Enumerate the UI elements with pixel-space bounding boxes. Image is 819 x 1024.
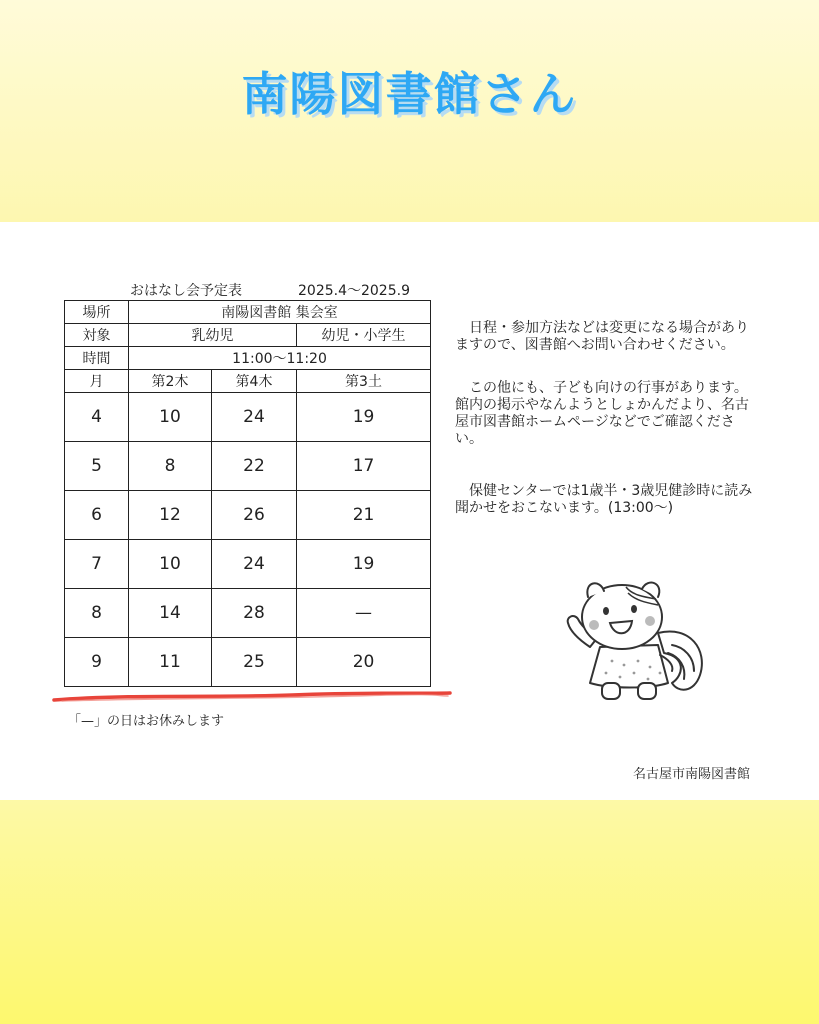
month-cell: 7	[65, 540, 129, 589]
date-cell: 21	[297, 491, 431, 540]
date-cell: 19	[297, 540, 431, 589]
target-label: 対象	[65, 324, 129, 347]
table-row	[65, 491, 431, 540]
place-row	[65, 301, 431, 324]
date-cell: 24	[212, 540, 297, 589]
info-paragraph-change: 日程・参加方法などは変更になる場合がありますので、図書館へお問い合わせください。	[455, 320, 749, 353]
target-infant: 乳幼児	[129, 324, 297, 347]
table-row	[65, 540, 431, 589]
closed-day-note: 「—」の日はお休みします	[68, 714, 225, 729]
schedule-heading: おはなし会予定表	[130, 283, 242, 299]
date-cell: 25	[212, 638, 297, 687]
date-cell: 8	[129, 442, 212, 491]
month-cell: 4	[65, 393, 129, 442]
col-2nd-thursday: 第2木	[129, 370, 212, 393]
col-3rd-saturday: 第3土	[297, 370, 431, 393]
date-cell: 17	[297, 442, 431, 491]
col-4th-thursday: 第4木	[212, 370, 297, 393]
date-cell: 24	[212, 393, 297, 442]
date-cell: 10	[129, 540, 212, 589]
col-month: 月	[65, 370, 129, 393]
date-cell: 19	[297, 393, 431, 442]
place-value: 南陽図書館 集会室	[129, 301, 431, 324]
place-label: 場所	[65, 301, 129, 324]
info-paragraph-health-center: 保健センターでは1歳半・3歳児健診時に読み聞かせをおこないます。(13:00～)	[455, 483, 753, 516]
table-row	[65, 589, 431, 638]
table-row	[65, 442, 431, 491]
schedule-date-range: 2025.4～2025.9	[298, 283, 410, 299]
month-cell: 8	[65, 589, 129, 638]
date-cell: 20	[297, 638, 431, 687]
date-cell: 14	[129, 589, 212, 638]
page-title: 南陽図書館さん	[241, 67, 578, 121]
time-value: 11:00～11:20	[129, 347, 431, 370]
date-cell: —	[297, 589, 431, 638]
table-row	[65, 393, 431, 442]
date-cell: 22	[212, 442, 297, 491]
date-cell: 11	[129, 638, 212, 687]
table-row	[65, 638, 431, 687]
schedule-table	[64, 300, 431, 687]
date-cell: 12	[129, 491, 212, 540]
time-row	[65, 347, 431, 370]
bottom-banner	[0, 800, 819, 1024]
date-cell: 28	[212, 589, 297, 638]
target-child: 幼児・小学生	[297, 324, 431, 347]
library-signature: 名古屋市南陽図書館	[633, 767, 751, 782]
month-cell: 9	[65, 638, 129, 687]
squirrel-mascot-icon	[560, 575, 710, 705]
month-cell: 6	[65, 491, 129, 540]
red-underline	[52, 688, 452, 706]
info-paragraph-events: この他にも、子ども向けの行事があります。館内の掲示やなんようとしょかんだより、名古屋市図書館ホームページなどでご確認ください。	[455, 380, 749, 447]
column-header-row	[65, 370, 431, 393]
target-row	[65, 324, 431, 347]
time-label: 時間	[65, 347, 129, 370]
date-cell: 10	[129, 393, 212, 442]
date-cell: 26	[212, 491, 297, 540]
month-cell: 5	[65, 442, 129, 491]
